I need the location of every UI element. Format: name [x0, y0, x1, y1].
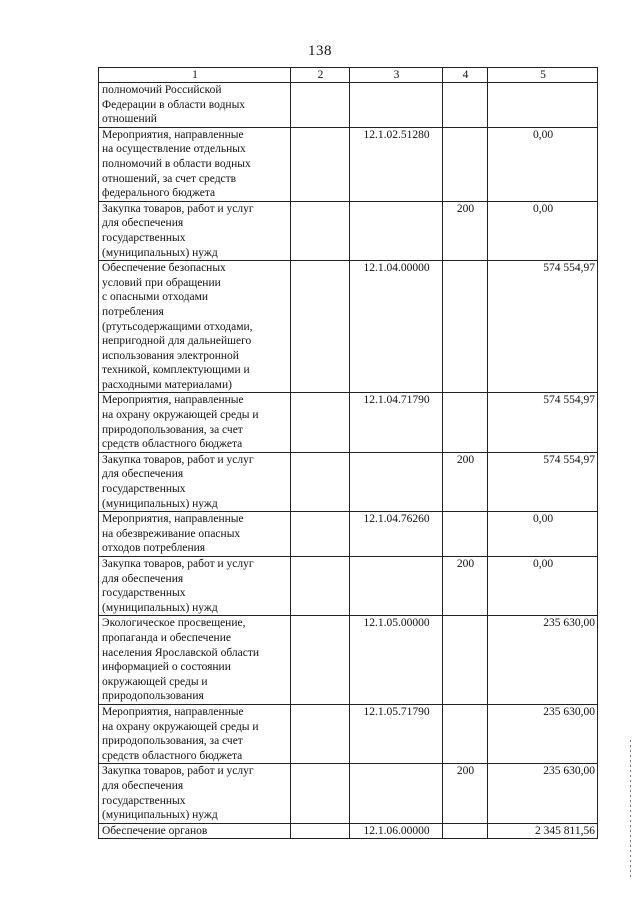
description-line: Федерации в области водных — [102, 98, 246, 111]
row-expense-type — [443, 704, 488, 763]
row-amount: 0,00 — [488, 557, 598, 616]
description-line: условий при обращении — [102, 276, 221, 289]
description-line: для обеспечения — [102, 468, 184, 481]
description-line: полномочий в области водных — [102, 157, 251, 170]
description-line: полномочий Российской — [102, 84, 222, 96]
description-line: Мероприятия, направленные — [102, 128, 244, 141]
row-amount: 574 554,97 — [488, 393, 598, 452]
description-line: непригодной для дальнейшего — [102, 335, 252, 348]
row-col-2 — [291, 557, 350, 616]
row-col-2 — [291, 127, 350, 201]
row-description — [99, 512, 291, 557]
row-amount: 235 630,00 — [488, 616, 598, 705]
row-target-code — [350, 452, 443, 511]
description-line: (муниципальных) нужд — [102, 809, 218, 822]
scan-edge-mark — [630, 740, 631, 880]
description-line: природопользования, за счет — [102, 423, 243, 436]
row-col-2 — [291, 201, 350, 260]
description-line: федерального бюджета — [102, 187, 216, 200]
row-target-code: 12.1.02.51280 — [350, 127, 443, 201]
table-row — [99, 557, 598, 616]
description-line: для обеспечения — [102, 779, 184, 792]
row-amount: 0,00 — [488, 127, 598, 201]
description-line: государственных — [102, 483, 186, 496]
table-row — [99, 261, 598, 393]
description-line: Закупка товаров, работ и услуг — [102, 765, 254, 778]
header-col-3: 3 — [350, 68, 443, 83]
row-amount — [488, 83, 598, 128]
row-expense-type — [443, 261, 488, 393]
row-target-code — [350, 557, 443, 616]
description-line: средств областного бюджета — [102, 749, 243, 762]
row-target-code — [350, 83, 443, 128]
table-row — [99, 704, 598, 763]
table-row — [99, 764, 598, 823]
description-line: Обеспечение безопасных — [102, 262, 226, 275]
row-col-2 — [291, 764, 350, 823]
header-col-2: 2 — [291, 68, 350, 83]
table-row — [99, 201, 598, 260]
description-line: государственных — [102, 587, 186, 600]
description-line: расходными материалами) — [102, 378, 232, 391]
description-line: потребления — [102, 305, 164, 318]
row-col-2 — [291, 452, 350, 511]
description-line: средств областного бюджета — [102, 438, 243, 451]
row-description — [99, 393, 291, 452]
row-description — [99, 452, 291, 511]
description-line: Закупка товаров, работ и услуг — [102, 453, 254, 466]
row-description — [99, 201, 291, 260]
description-line: отходов потребления — [102, 542, 206, 555]
row-target-code: 12.1.04.76260 — [350, 512, 443, 557]
description-line: Мероприятия, направленные — [102, 513, 244, 526]
row-expense-type — [443, 616, 488, 705]
row-target-code — [350, 764, 443, 823]
row-expense-type: 200 — [443, 764, 488, 823]
row-amount: 235 630,00 — [488, 704, 598, 763]
row-expense-type: 200 — [443, 452, 488, 511]
table-row — [99, 823, 598, 839]
description-line: (муниципальных) нужд — [102, 497, 218, 510]
description-line: государственных — [102, 231, 186, 244]
row-amount: 235 630,00 — [488, 764, 598, 823]
row-target-code: 12.1.05.00000 — [350, 616, 443, 705]
row-amount: 0,00 — [488, 201, 598, 260]
description-line: Закупка товаров, работ и услуг — [102, 558, 254, 570]
description-line: населения Ярославской области — [102, 646, 260, 659]
row-description — [99, 616, 291, 705]
description-line: информацией о состоянии — [102, 661, 231, 674]
table-row — [99, 393, 598, 452]
row-col-2 — [291, 704, 350, 763]
description-line: Мероприятия, направленные — [102, 394, 244, 407]
description-line: (ртутьсодержащими отходами, — [102, 320, 253, 333]
row-description — [99, 127, 291, 201]
row-amount: 2 345 811,56 — [488, 823, 598, 839]
row-amount: 574 554,97 — [488, 261, 598, 393]
table-row — [99, 616, 598, 705]
table-header-row — [99, 68, 598, 83]
row-col-2 — [291, 512, 350, 557]
row-target-code: 12.1.06.00000 — [350, 823, 443, 839]
table-row — [99, 127, 598, 201]
row-expense-type — [443, 512, 488, 557]
row-expense-type: 200 — [443, 557, 488, 616]
header-col-1: 1 — [99, 68, 291, 83]
description-line: на охрану окружающей среды и — [102, 409, 259, 422]
description-line: на обезвреживание опасных — [102, 527, 241, 540]
row-description — [99, 83, 291, 128]
row-expense-type: 200 — [443, 201, 488, 260]
row-description — [99, 261, 291, 393]
row-target-code: 12.1.04.00000 — [350, 261, 443, 393]
description-line: для обеспечения — [102, 572, 184, 585]
description-line: использования электронной — [102, 349, 239, 362]
budget-table — [98, 67, 598, 839]
row-target-code — [350, 201, 443, 260]
page-number: 138 — [308, 43, 332, 59]
row-expense-type — [443, 823, 488, 839]
row-col-2 — [291, 616, 350, 705]
description-line: отношений, за счет средств — [102, 172, 237, 185]
row-expense-type — [443, 127, 488, 201]
row-description — [99, 764, 291, 823]
description-line: (муниципальных) нужд — [102, 601, 218, 614]
description-line: Экологическое просвещение, — [102, 617, 246, 630]
header-col-5: 5 — [488, 68, 598, 83]
description-line: отношений — [102, 113, 157, 126]
description-line: для обеспечения — [102, 217, 184, 230]
row-expense-type — [443, 393, 488, 452]
description-line: пропаганда и обеспечение — [102, 631, 231, 644]
row-target-code: 12.1.04.71790 — [350, 393, 443, 452]
table-row — [99, 452, 598, 511]
row-expense-type — [443, 83, 488, 128]
description-line: (муниципальных) нужд — [102, 246, 218, 259]
description-line: государственных — [102, 794, 186, 807]
description-line: Закупка товаров, работ и услуг — [102, 202, 254, 215]
row-col-2 — [291, 393, 350, 452]
row-col-2 — [291, 823, 350, 839]
header-col-4: 4 — [443, 68, 488, 83]
row-amount: 574 554,97 — [488, 452, 598, 511]
row-description — [99, 823, 291, 839]
description-line: Обеспечение органов — [102, 824, 208, 837]
row-description — [99, 557, 291, 616]
description-line: природопользования, за счет — [102, 735, 243, 748]
description-line: природопользования — [102, 690, 204, 703]
row-amount: 0,00 — [488, 512, 598, 557]
table-row — [99, 512, 598, 557]
description-line: Мероприятия, направленные — [102, 705, 244, 718]
row-col-2 — [291, 261, 350, 393]
description-line: на охрану окружающей среды и — [102, 720, 259, 733]
description-line: окружающей среды и — [102, 675, 208, 688]
row-col-2 — [291, 83, 350, 128]
table-row — [99, 83, 598, 128]
description-line: техникой, комплектующими и — [102, 364, 250, 377]
row-description — [99, 704, 291, 763]
row-target-code: 12.1.05.71790 — [350, 704, 443, 763]
description-line: на осуществление отдельных — [102, 143, 246, 156]
description-line: с опасными отходами — [102, 291, 209, 304]
